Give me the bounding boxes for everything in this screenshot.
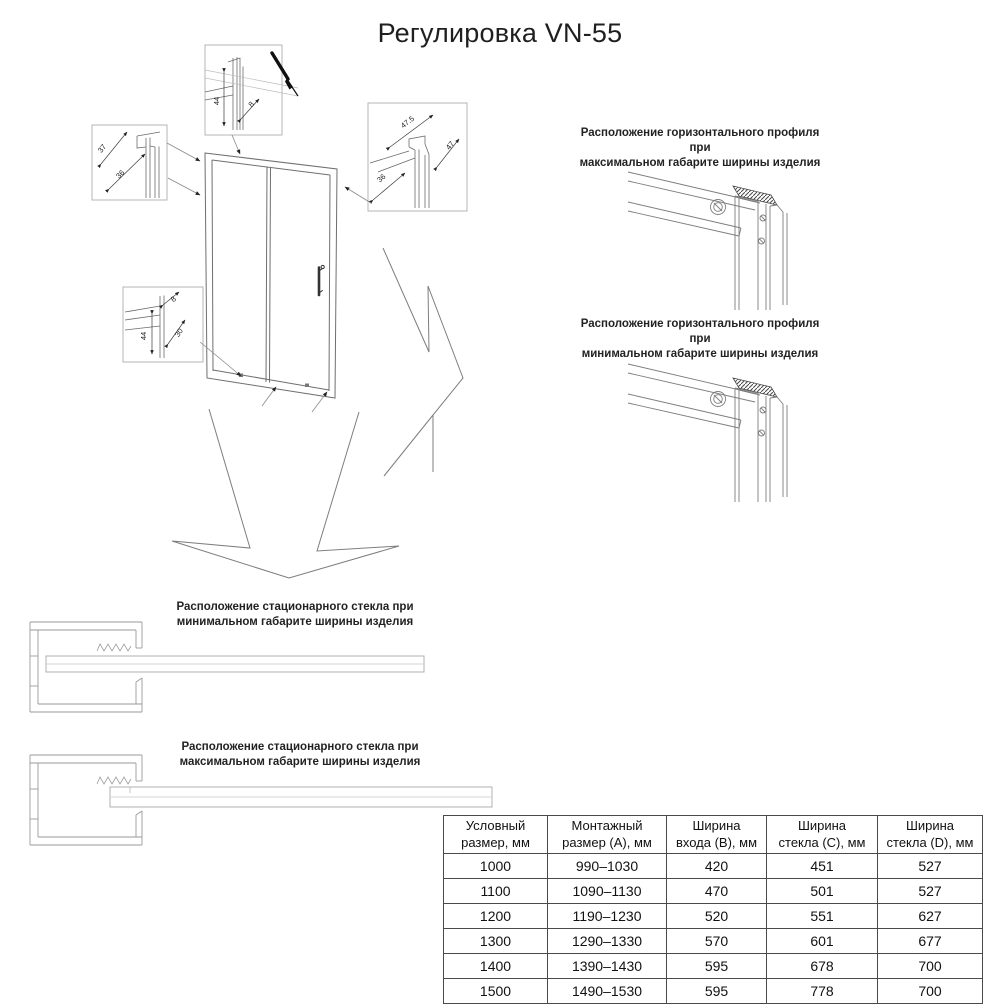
table-cell: 527 [878, 879, 983, 904]
table-cell: 1000 [444, 854, 548, 879]
table-cell: 678 [767, 954, 878, 979]
glass-panel-max [110, 787, 492, 807]
table-cell: 501 [767, 879, 878, 904]
leader-lines [167, 135, 371, 412]
table-cell: 520 [667, 904, 767, 929]
table-cell: 700 [878, 954, 983, 979]
wall-profile-max [30, 755, 142, 845]
glass-panel-min [46, 656, 424, 672]
table-header-cell: Ширина входа (B), мм [667, 816, 767, 854]
dim-label: 36 [375, 172, 388, 185]
label-horizontal-profile-max: Расположение горизонтального профиля при максимальном габарите ширины изделия [579, 127, 821, 170]
detail-box-wall-profile [92, 125, 167, 200]
table-cell: 1400 [444, 954, 548, 979]
table-cell: 470 [667, 879, 767, 904]
door-handle [319, 265, 324, 295]
zigzag-right-arrow [383, 248, 463, 476]
dim-label: 37 [95, 142, 109, 155]
detail-box-top-rail [205, 45, 298, 135]
table-cell: 551 [767, 904, 878, 929]
label-stationary-glass-max: Расположение стационарного стекла при максимальном габарите ширины изделия [179, 741, 421, 769]
table-cell: 527 [878, 854, 983, 879]
detail-box-rail-end [368, 103, 467, 211]
dim-label: 8 [168, 294, 178, 304]
table-cell: 1090–1130 [548, 879, 667, 904]
table-cell: 601 [767, 929, 878, 954]
table-row [444, 854, 983, 879]
table-cell: 778 [767, 979, 878, 1004]
table-cell: 451 [767, 854, 878, 879]
table-row [444, 879, 983, 904]
table-header-cell: Монтажный размер (A), мм [548, 816, 667, 854]
table-header-cell: Условный размер, мм [444, 816, 548, 854]
page-title: Регулировка VN-55 [377, 18, 623, 48]
table-cell: 990–1030 [548, 854, 667, 879]
door-elevation [205, 153, 337, 398]
table-cell: 627 [878, 904, 983, 929]
table-header-cell: Ширина стекла (C), мм [767, 816, 878, 854]
wall-profile-min [30, 622, 142, 712]
dim-label: 44 [139, 331, 148, 341]
table-cell: 595 [667, 979, 767, 1004]
dim-label: 8 [246, 99, 256, 109]
detail-box-bottom-rail [123, 287, 203, 362]
table-cell: 700 [878, 979, 983, 1004]
big-down-arrow [172, 409, 399, 578]
dim-label: 36 [114, 168, 127, 181]
size-table-head [444, 816, 983, 854]
size-table [443, 815, 983, 1004]
corner-diagram-max [628, 172, 787, 310]
dim-label: 44 [212, 96, 221, 106]
table-row [444, 929, 983, 954]
label-horizontal-profile-min: Расположение горизонтального профиля при минимальном габарите ширины изделия [580, 318, 820, 361]
table-cell: 1490–1530 [548, 979, 667, 1004]
dim-label: 30 [172, 326, 185, 339]
table-cell: 1200 [444, 904, 548, 929]
table-cell: 1100 [444, 879, 548, 904]
table-cell: 420 [667, 854, 767, 879]
dim-label: 47 [443, 139, 457, 152]
table-cell: 1290–1330 [548, 929, 667, 954]
table-cell: 1500 [444, 979, 548, 1004]
size-table-body [444, 854, 983, 1004]
table-header-row [444, 816, 983, 854]
table-cell: 570 [667, 929, 767, 954]
table-cell: 1190–1230 [548, 904, 667, 929]
table-cell: 1390–1430 [548, 954, 667, 979]
table-cell: 595 [667, 954, 767, 979]
table-cell: 1300 [444, 929, 548, 954]
corner-diagram-min [628, 364, 787, 502]
label-stationary-glass-min: Расположение стационарного стекла при минимальном габарите ширины изделия [176, 601, 414, 629]
dim-label: 47.5 [398, 113, 416, 131]
table-row [444, 904, 983, 929]
table-cell: 677 [878, 929, 983, 954]
table-header-cell: Ширина стекла (D), мм [878, 816, 983, 854]
table-row [444, 954, 983, 979]
